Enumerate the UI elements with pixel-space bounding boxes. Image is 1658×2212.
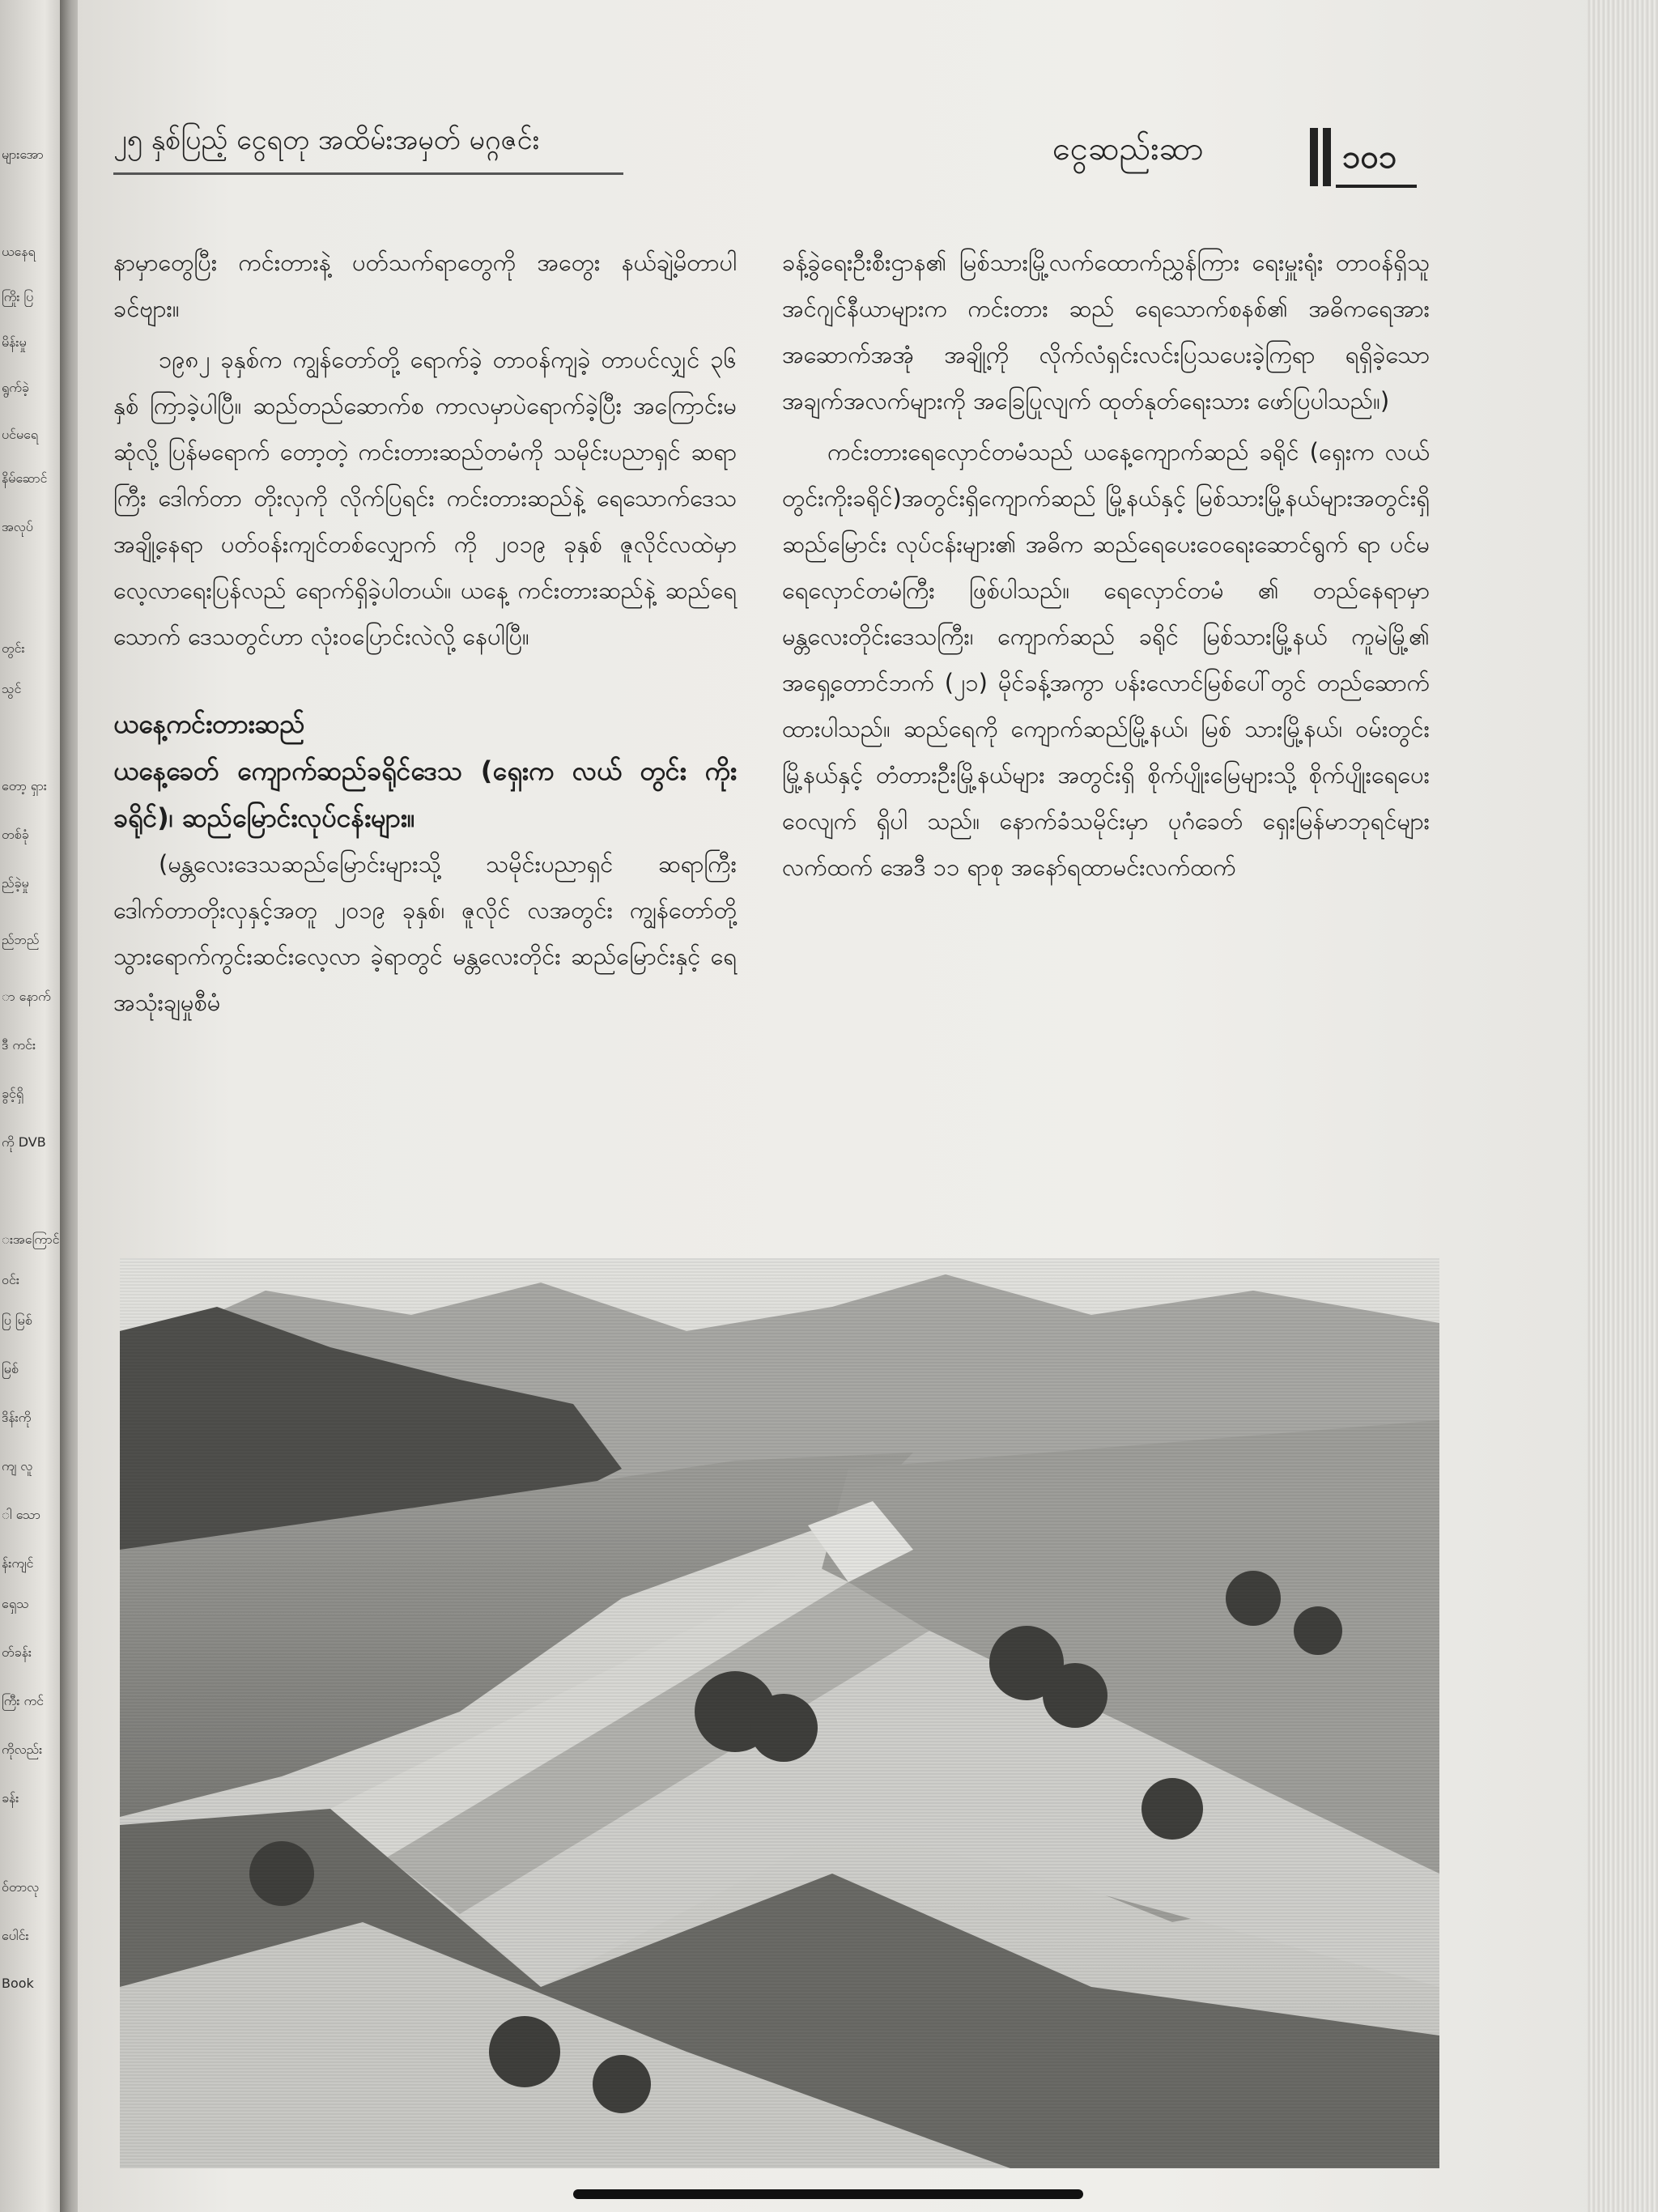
facing-page-text-fragment: ခန်း (2, 1790, 19, 1806)
facing-page-text-fragment: အလုပ် (2, 519, 33, 534)
section-heading: ယနေ့ကင်းတားဆည် (113, 708, 305, 739)
page-number-bar (1323, 128, 1331, 186)
facing-page-text-fragment: ဝ်တာလု (2, 1879, 40, 1895)
facing-page-text-fragment: ကိုလည်း (2, 1742, 43, 1757)
page-number-rule (1336, 185, 1417, 188)
facing-page-text-fragment: ပေါင်း (2, 1928, 29, 1943)
facing-page-text-fragment: များအော (2, 147, 44, 162)
paragraph: ကင်းတားရေလှောင်တမံသည် ယနေ့ကျောက်ဆည် ခရိုင် (ရှေးက လယ်တွင်းကိုးခရိုင်)အတွင်းရှိကျောက်ဆည် မြို့နယ်နှင့် မြစ်သားမြို့နယ်များအတွင်းရှိ ဆည်မြောင်း လုပ်ငန်းများ၏ အဓိက ဆည်ရေပေးဝေရေးဆောင်ရွက် ရာ ပင်မရေလှောင်တမံကြီး ဖြစ်ပါသည်။ ရေလှောင်တမံ ၏ တည်နေရာမှာ မန္တလေးတိုင်းဒေသကြီး၊ ကျောက်ဆည် ခရိုင် မြစ်သားမြို့နယ် ကူမဲမြို့၏ အရှေ့တောင်ဘက် (၂၁) မိုင်ခန့်အကွာ ပန်းလောင်မြစ်ပေါ်တွင် တည်ဆောက် ထားပါသည်။ ဆည်ရေကို ကျောက်ဆည်မြို့နယ်၊ မြစ် သားမြို့နယ်၊ ဝမ်းတွင်းမြို့နယ်နှင့် တံတားဦးမြို့နယ်များ အတွင်းရှိ စိုက်ပျိုးမြေများသို့ စိုက်ပျိုးရေပေးဝေလျက် ရှိပါ သည်။ နောက်ခံသမိုင်းမှာ ပုဂံခေတ် ရှေးမြန်မာဘုရင်များ လက်ထက် အေဒီ ၁၁ ရာစု အနော်ရထာမင်းလက်ထက် (782, 438, 1430, 881)
facing-page-text-fragment: Book (2, 1976, 34, 1991)
paragraph: နာမှာတွေပြီး ကင်းတားနဲ့ ပတ်သက်ရာတွေကို အတွေး နယ်ချဲ့မိတာပါခင်ဗျား။ (113, 249, 737, 322)
facing-page-text-fragment: ာ နောက် (2, 989, 51, 1004)
facing-page-text-fragment: ရှေသ (2, 1596, 29, 1611)
facing-page-text-fragment: တ်ခန်း (2, 1644, 32, 1660)
facing-page-text-fragment: ခွင့်ရှိ (2, 1086, 24, 1101)
facing-page-text-fragment: နိမ်ဆောင် (2, 470, 48, 486)
facing-page-text-fragment: ါ သော (2, 1507, 40, 1522)
facing-page-text-fragment: ပြ မြစ် (2, 1312, 32, 1328)
home-indicator[interactable] (573, 2189, 1083, 2199)
facing-page-text-fragment: မြစ် (2, 1361, 19, 1376)
page-number: ၁၀၁ (1342, 138, 1397, 176)
facing-page-text-fragment: ကြီး ကင် (2, 1693, 45, 1708)
facing-page-text-fragment: ပင်မရေ (2, 427, 39, 442)
facing-page-text-fragment: တွင်း (2, 640, 25, 656)
facing-page-text-fragment: ယနေရ (2, 244, 36, 259)
paragraph: ၁၉၈၂ ခုနှစ်က ကျွန်တော်တို့ ရောက်ခဲ့ တာဝန်ကျခဲ့ တာပင်လျှင် ၃၆ နှစ် ကြာခဲ့ပါပြီ။ ဆည်တည်ဆောက်စ ကာလမှာပဲရောက်ခဲ့ပြီး အကြောင်းမဆုံလို့ ပြန်မရောက် တော့တဲ့ ကင်းတားဆည်တမံကို သမိုင်းပညာရှင် ဆရာ ကြီး ဒေါက်တာ တိုးလှကို လိုက်ပြရင်း ကင်းတားဆည်နဲ့ ရေသောက်ဒေသအချို့နေရာ ပတ်ဝန်းကျင်တစ်လျှောက် ကို ၂၀၁၉ ခုနှစ် ဇူလိုင်လထဲမှာ လေ့လာရေးပြန်လည် ရောက်ရှိခဲ့ပါတယ်။ ယနေ့ ကင်းတားဆည်နဲ့ ဆည်ရေ သောက် ဒေသတွင်ဟာ လုံးဝပြောင်းလဲလို့ နေပါပြီ။ (113, 346, 737, 650)
facing-page-text-fragment: ဒိန်းကို (2, 1410, 32, 1425)
text-column-right (782, 240, 1430, 891)
facing-page-text-fragment: ဒီ ကင်း (2, 1037, 36, 1053)
running-title: ၂၅ နှစ်ပြည့် ငွေရတု အထိမ်းအမှတ် မဂ္ဂဇင်း (113, 121, 623, 175)
chapter-title: ငွေဆည်းဆာ (1052, 130, 1204, 168)
paragraph: ခန့်ခွဲရေးဦးစီးဌာန၏ မြစ်သားမြို့လက်ထောက်ညွှန်ကြား ရေးမှူးရုံး တာဝန်ရှိသူ အင်ဂျင်နီယာများက ကင်းတား ဆည် ရေသောက်စနစ်၏ အဓိကရေအားအဆောက်အအုံ အချို့ကို လိုက်လံရှင်းလင်းပြသပေးခဲ့ကြရာ ရရှိခဲ့သော အချက်အလက်များကို အခြေပြုလျက် ထုတ်နုတ်ရေးသား ဖော်ပြပါသည်။) (782, 249, 1430, 415)
facing-page-text-fragment: ည်ဘည် (2, 932, 40, 947)
dam-reservoir-photo (120, 1258, 1439, 2168)
photo-illustration (120, 1258, 1439, 2168)
text-column-left (113, 240, 737, 1026)
facing-page-text-fragment: းအကြောင် (2, 1231, 60, 1247)
facing-page-text-fragment: မိန်းမှု (2, 334, 27, 350)
facing-page-text-fragment: ကြိုး ပြ (2, 289, 34, 304)
facing-page-text-fragment: ရွက်ခဲ့ (2, 380, 29, 395)
page-number-bar (1310, 128, 1318, 186)
facing-page-text-fragment: သွင် (2, 681, 22, 696)
facing-page-text-fragment: တစ်ခုံ (2, 827, 29, 842)
facing-page-text-fragment: တော့ ရှား (2, 778, 47, 793)
facing-page-text-fragment: ည်ခဲ့မှု (2, 875, 29, 891)
facing-page-text-fragment: ကို DVB (2, 1134, 46, 1150)
facing-page-text-fragment: ဝင်း (2, 1272, 19, 1287)
page-edges (1587, 0, 1658, 2212)
section-subheading: ယနေ့ခေတ် ကျောက်ဆည်ခရိုင်ဒေသ (ရှေးက လယ် တွင်း ကိုးခရိုင်)၊ ဆည်မြောင်းလုပ်ငန်းများ။ (113, 755, 737, 833)
facing-page-text-fragment: န်းကျင် (2, 1555, 34, 1571)
facing-page-text-fragment: ကျ လူ (2, 1458, 33, 1474)
paragraph: (မန္တလေးဒေသဆည်မြောင်းများသို့ သမိုင်းပညာရှင် ဆရာကြီး ဒေါက်တာတိုးလှနှင့်အတူ ၂၀၁၉ ခုနှစ်၊ ဇူလိုင် လအတွင်း ကျွန်တော်တို့ သွားရောက်ကွင်းဆင်းလေ့လာ ခဲ့ရာတွင် မန္တလေးတိုင်း ဆည်မြောင်းနှင့် ရေအသုံးချမှုစီမံ (113, 850, 737, 1016)
